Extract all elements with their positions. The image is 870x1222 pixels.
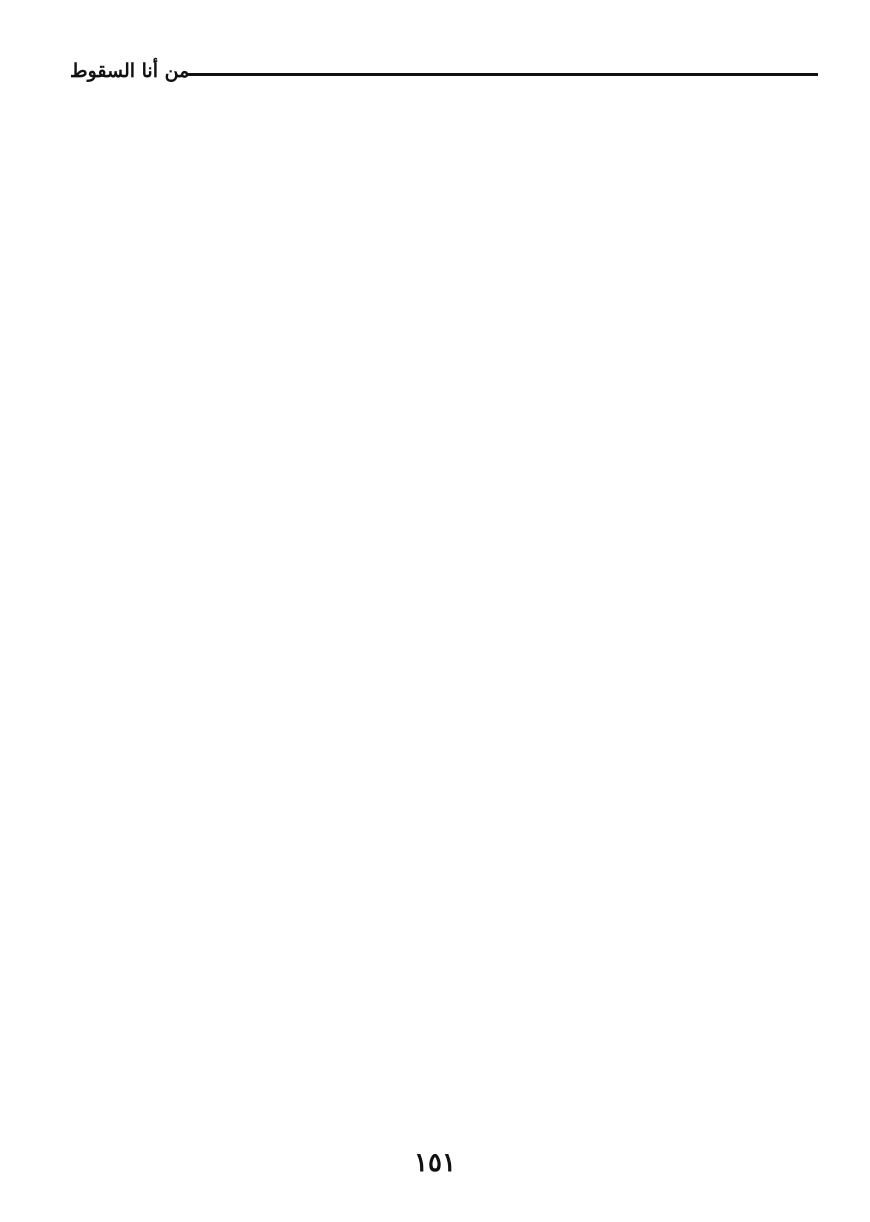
right-column	[466, 140, 818, 1132]
page-header	[70, 58, 818, 84]
page-number: ١٥١	[414, 1148, 456, 1178]
running-title: من أنا السقوط	[70, 60, 190, 82]
left-column	[52, 140, 404, 1132]
header-rule	[188, 73, 818, 76]
body-columns	[52, 140, 818, 1132]
